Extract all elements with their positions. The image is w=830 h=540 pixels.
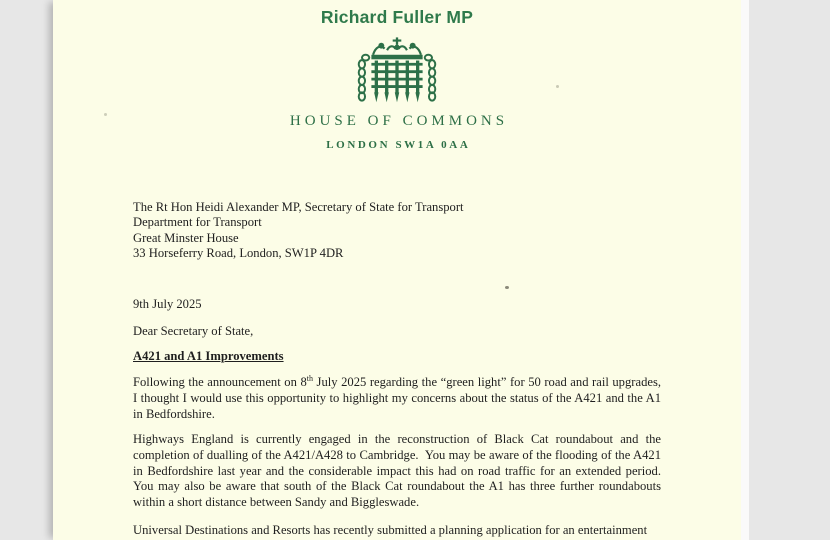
- ordinal-superscript: th: [306, 373, 313, 383]
- mp-name: Richard Fuller MP: [320, 7, 474, 27]
- salutation: Dear Secretary of State,: [133, 324, 254, 338]
- recipient-address-block: [133, 200, 661, 262]
- house-of-commons-title: HOUSE OF COMMONS: [289, 113, 509, 129]
- letter-page: [53, 0, 749, 540]
- recipient-line: The Rt Hon Heidi Alexander MP, Secretary of State for Transport: [133, 200, 464, 214]
- subject-line: A421 and A1 Improvements: [133, 349, 284, 363]
- letter-date: 9th July 2025: [133, 297, 202, 311]
- scan-speck: [505, 286, 509, 289]
- body-paragraph-1: [133, 375, 661, 422]
- body-paragraph-2: Highways England is currently engaged in the reconstruction of Black Cat roundabout and the completion of dualling of the A421/A428 to Cambridge. You may be aware of the flooding of the A421 in Bedfordshire last year and the considerable impact this had on road traffic for an extended period. You may also be aware that south of the Black Cat roundabout the A1 has three further roundabouts within a short distance between Sandy and Biggleswade.: [133, 432, 661, 510]
- scan-speck: [104, 113, 107, 116]
- body-paragraph-3-partial: Universal Destinations and Resorts has recently submitted a planning application for an entertainment: [133, 523, 648, 537]
- letterhead-postcode: LONDON SW1A 0AA: [326, 139, 471, 151]
- paragraph-text: Following the announcement on 8: [133, 375, 307, 389]
- recipient-line: Department for Transport: [133, 215, 262, 230]
- paragraph-text: July 2025 regarding the “green light” for 50 road and rail upgrades, I thought I would use this opportunity to highlight my concerns about the status of the A421 and the A1 in Bedfordshire.: [133, 375, 661, 421]
- recipient-line: Great Minster House: [133, 230, 239, 245]
- portcullis-crest-icon: [355, 37, 439, 118]
- recipient-line: 33 Horseferry Road, London, SW1P 4DR: [133, 246, 344, 261]
- scan-speck: [556, 85, 559, 88]
